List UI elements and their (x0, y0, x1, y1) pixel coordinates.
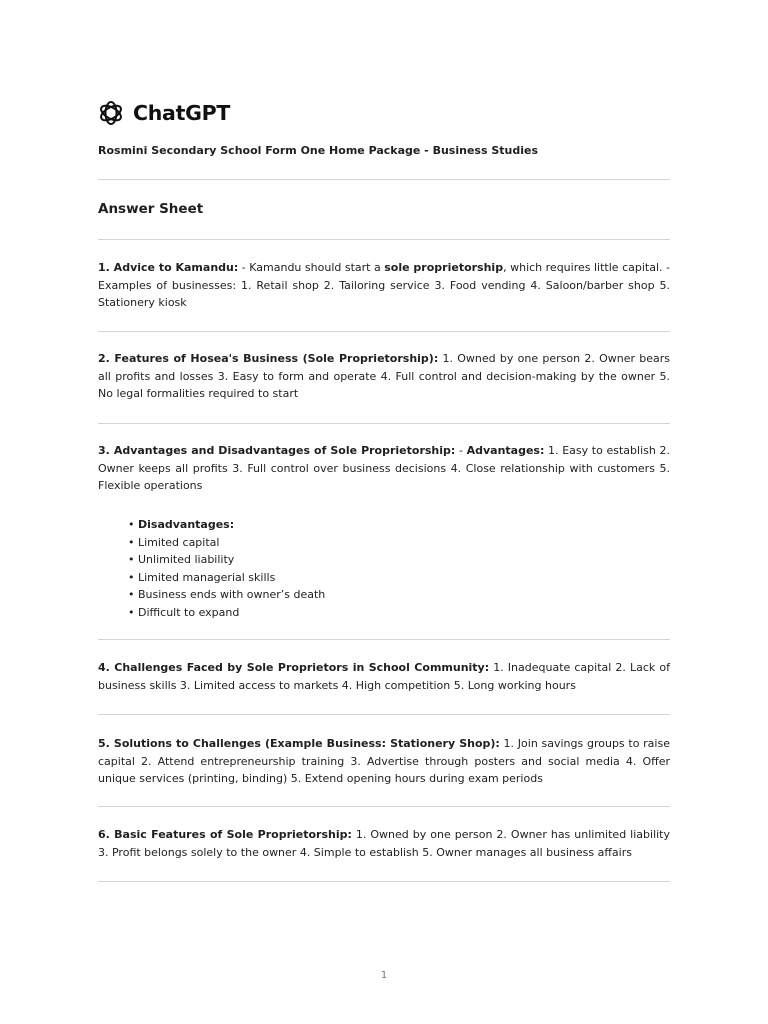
answer-1 (98, 259, 670, 312)
divider (98, 239, 670, 240)
page-number: 1 (380, 970, 388, 981)
chatgpt-logo (98, 100, 230, 126)
answer-1-text: - Kamandu should start a (238, 261, 385, 274)
list-item: • Difficult to expand (128, 604, 325, 622)
answer-4-text: 1. Inadequate capital 2. Lack of business skills 3. Limited access to markets 4. High competition 5. Long working hours (98, 661, 670, 692)
advantages-text: 1. Easy to establish 2. Owner keeps all profits 3. Full control over business decisions 4. Close relationship with customers 5. Flexible operations (98, 444, 670, 493)
answer-3-title: 3. Advantages and Disadvantages of Sole Proprietorship: (98, 444, 456, 457)
answer-6 (98, 826, 670, 861)
divider (98, 639, 670, 640)
list-item: • Business ends with owner’s death (128, 586, 325, 604)
answer-4-title: 4. Challenges Faced by Sole Proprietors in School Community: (98, 661, 490, 674)
list-item: • Limited managerial skills (128, 569, 325, 587)
list-item: • Limited capital (128, 534, 325, 552)
answer-5-title: 5. Solutions to Challenges (Example Business: Stationery Shop): (98, 737, 500, 750)
divider (98, 714, 670, 715)
answer-5-text: 1. Join savings groups to raise capital 2. Attend entrepreneurship training 3. Advertise through posters and social media 4. Offer unique services (printing, binding) 5. Extend opening hours during exam periods (98, 737, 670, 786)
answer-1-title: 1. Advice to Kamandu: (98, 261, 239, 274)
advantages-label: Advantages: (466, 444, 545, 457)
answer-1-text-rest: , which requires little capital. - Examples of businesses: 1. Retail shop 2. Tailoring service 3. Food vending 4. Saloon/barber shop 5. Stationery kiosk (98, 261, 670, 310)
list-item (128, 516, 325, 534)
answer-2-text: 1. Owned by one person 2. Owner bears all profits and losses 3. Easy to form and operate 4. Full control and decision-making by the owner 5. No legal formalities required to start (98, 352, 670, 401)
openai-knot-icon (98, 100, 124, 126)
divider (98, 806, 670, 807)
answer-1-emphasis: sole proprietorship (384, 261, 504, 274)
disadvantages-label: Disadvantages: (138, 518, 235, 531)
answer-2-title: 2. Features of Hosea's Business (Sole Proprietorship): (98, 352, 439, 365)
divider (98, 179, 670, 180)
logo-text: ChatGPT (133, 101, 231, 125)
answer-3 (98, 442, 670, 495)
divider (98, 881, 670, 882)
answer-6-title: 6. Basic Features of Sole Proprietorship: (98, 828, 352, 841)
answer-4 (98, 659, 670, 694)
document-subtitle: Rosmini Secondary School Form One Home Package - Business Studies (98, 144, 538, 157)
disadvantages-list (128, 516, 325, 622)
list-item: • Unlimited liability (128, 551, 325, 569)
answer-5 (98, 735, 670, 788)
answer-6-text: 1. Owned by one person 2. Owner has unlimited liability 3. Profit belongs solely to the owner 4. Simple to establish 5. Owner manages all business affairs (98, 828, 671, 859)
divider (98, 423, 670, 424)
answer-3-dash: - (455, 444, 467, 457)
page-title: Answer Sheet (98, 201, 204, 217)
answer-2 (98, 350, 670, 403)
divider (98, 331, 670, 332)
